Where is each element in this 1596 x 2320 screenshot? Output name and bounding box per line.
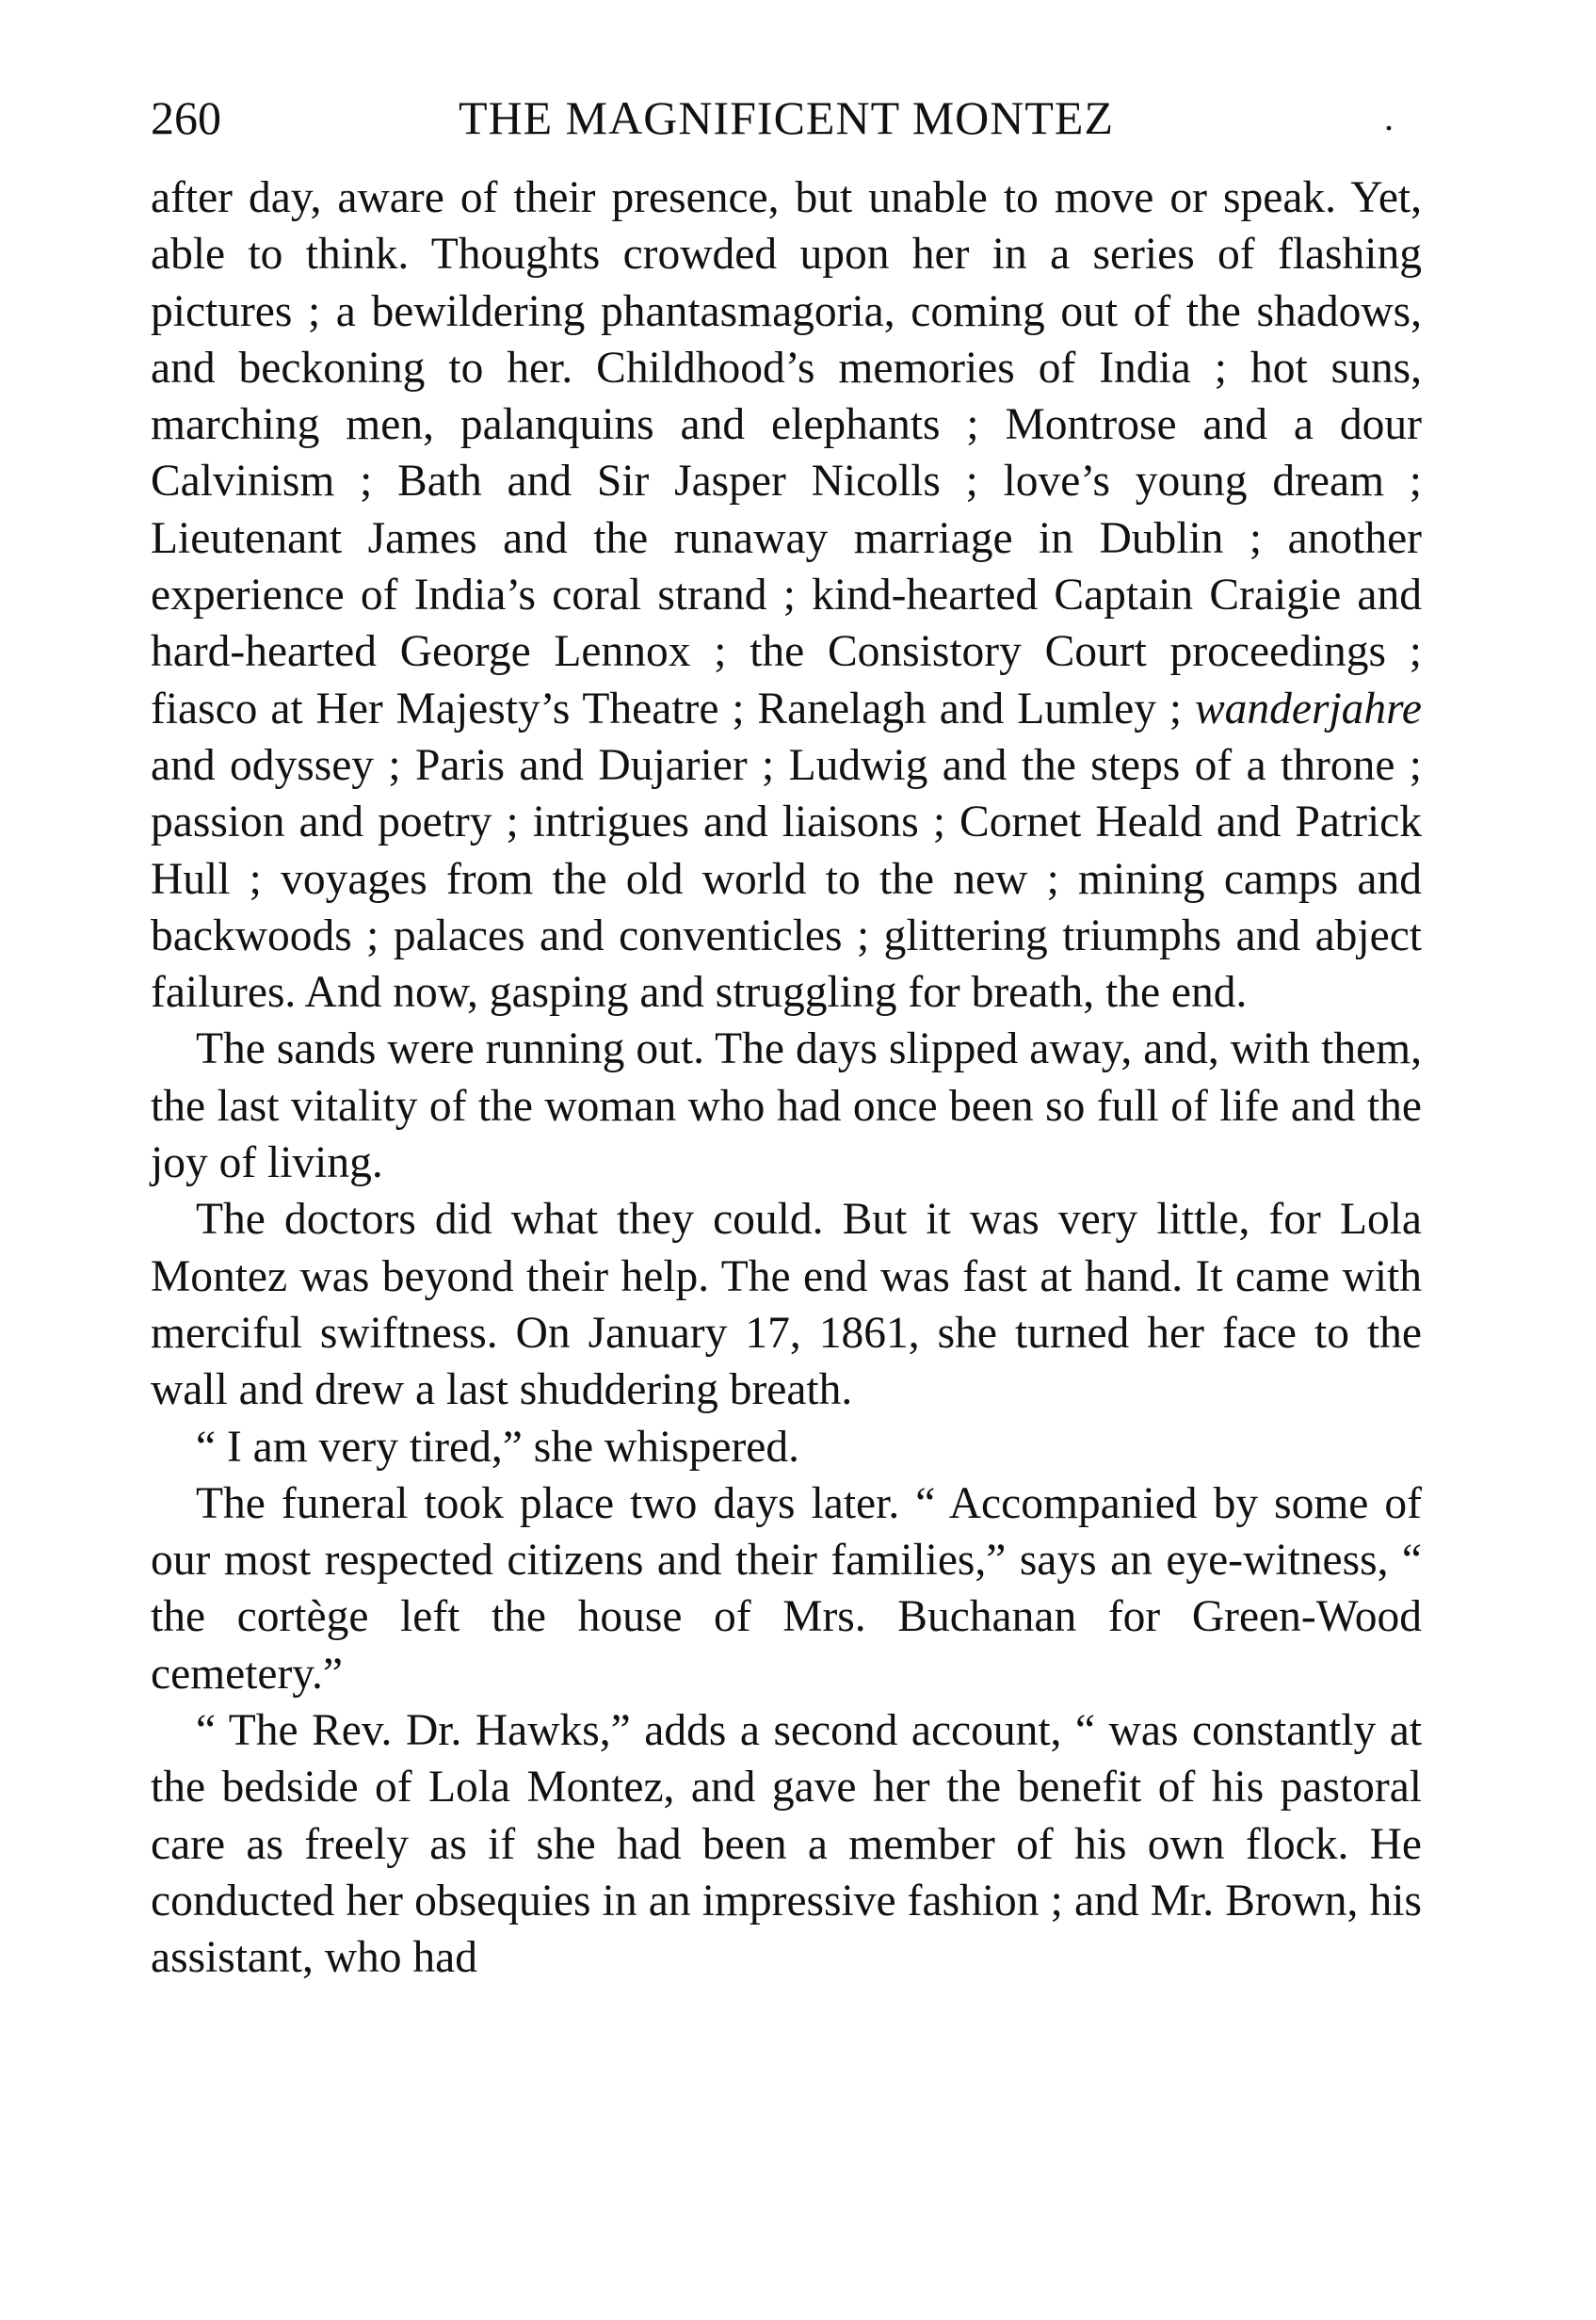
- book-page: [151, 66, 1422, 1987]
- paragraph-4: “ I am very tired,” she whispered.: [196, 1422, 799, 1472]
- paragraph-1-text-after: and odyssey ; Paris and Dujarier ; Ludwig and the steps of a throne ; passion and poetry ; intrigues and liaisons ; Cornet Heald and Patrick Hull ; voyages from the old world to the new ; mining camps and backwoods ; palaces and conventicles ; glittering triumphs and abject failures. And now, gasping and struggling for breath, the end.: [151, 740, 1422, 1018]
- paragraph-1-text-before: after day, aware of their presence, but unable to move or speak. Yet, able to think. Thoughts crowded upon her in a series of flashing pictures ; a bewildering phantasmagoria, coming out of the shadows, and beckoning to her. Childhood’s memories of India ; hot suns, marching men, palanquins and elephants ; Montrose and a dour Calvinism ; Bath and Sir Jasper Nicolls ; love’s young dream ; Lieutenant James and the runaway marriage in Dublin ; another experience of India’s coral strand ; kind-hearted Captain Craigie and hard-hearted George Lennox ; the Consistory Court proceedings ; fiasco at Her Majesty’s Theatre ; Ranelagh and Lumley ;: [151, 173, 1422, 733]
- paragraph-3: The doctors did what they could. But it was very little, for Lola Montez was beyond their help. The end was fast at hand. It came with merciful swiftness. On January 17, 1861, she turned her face to the wall and drew a last shuddering breath.: [151, 1195, 1422, 1415]
- body-text: [151, 169, 1422, 1987]
- page-header: [151, 66, 1422, 169]
- running-title: THE MAGNIFICENT MONTEZ: [458, 91, 1115, 144]
- paragraph-6: “ The Rev. Dr. Hawks,” adds a second account, “ was constantly at the bedside of Lola Montez, and gave her the benefit of his pastoral care as freely as if she had been a member of his own flock. He conducted her obsequies in an impressive fashion ; and Mr. Brown, his assistant, who had: [151, 1706, 1422, 1983]
- italic-term: wanderjahre: [1194, 684, 1422, 733]
- paragraph-2: The sands were running out. The days slipped away, and, with them, the last vitality of the woman who had once been so full of life and the joy of living.: [151, 1024, 1422, 1188]
- paragraph-5: The funeral took place two days later. “ Accompanied by some of our most respected citizens and their families,” says an eye-witness, “ the cortège left the house of Mrs. Buchanan for Green-Wood cemetery.”: [151, 1478, 1422, 1699]
- paragraph-1: [151, 169, 1422, 1021]
- page-number: 260: [151, 91, 221, 144]
- header-mark: .: [1384, 96, 1394, 138]
